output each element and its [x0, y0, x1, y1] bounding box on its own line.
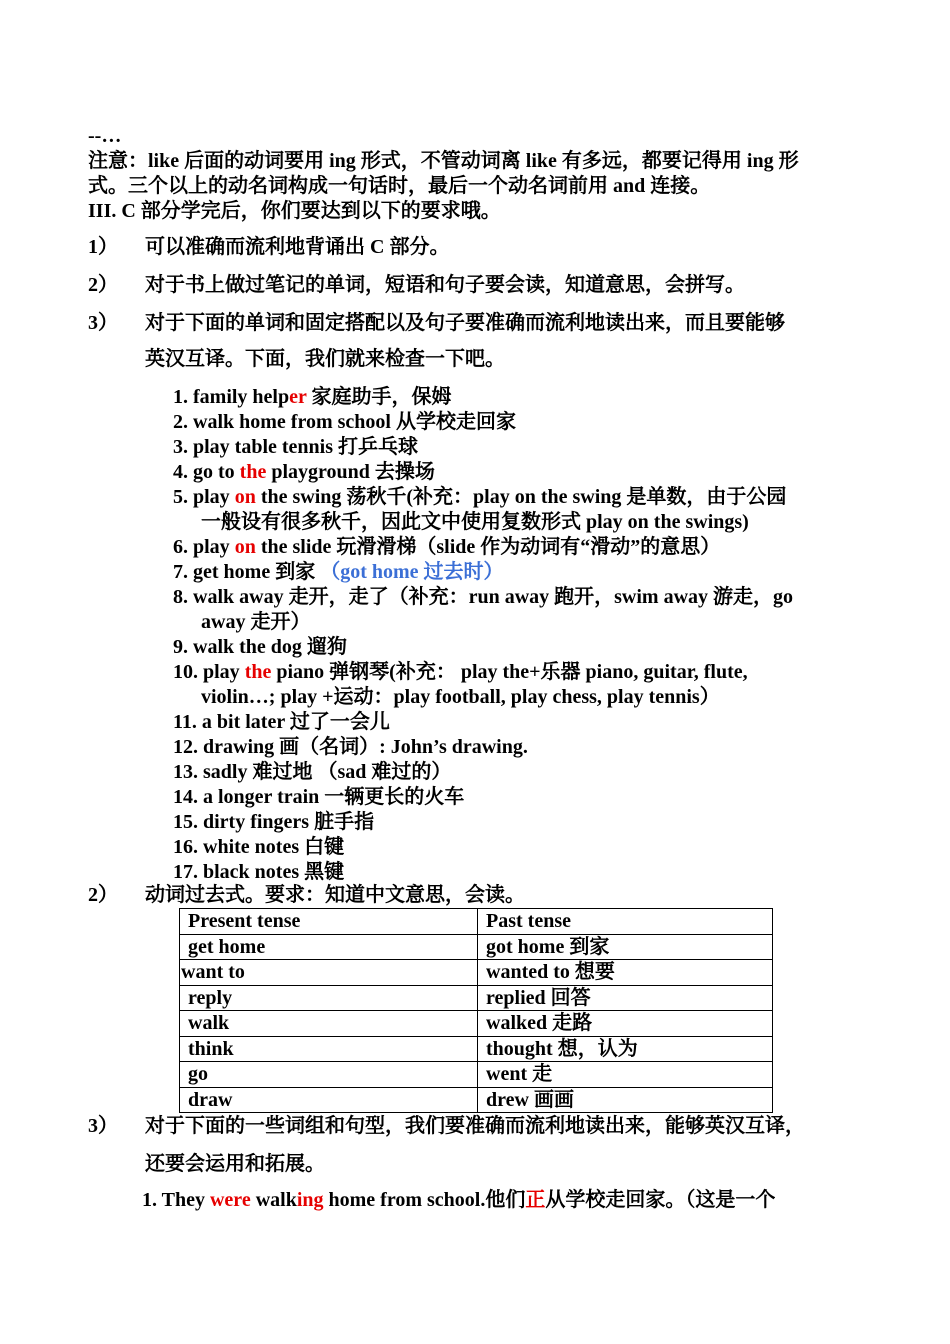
requirement-2	[88, 273, 745, 298]
list-item-5: 5. play on the swing 荡秋千(补充：play on the swing 是单数，由于公园	[173, 486, 787, 508]
requirement-number: 1）	[88, 236, 118, 258]
requirement-3-phrases	[88, 1114, 805, 1139]
list-item-10-cont: violin…; play +运动：play football, play chess, play tennis）	[201, 686, 720, 708]
table-row	[180, 1062, 773, 1088]
list-item-1: 1. family helper 家庭助手，保姆	[173, 386, 452, 408]
table-row	[180, 934, 773, 960]
table-cell: go	[180, 1062, 478, 1088]
table-header-row	[180, 909, 773, 935]
requirement-text: 动词过去式。要求：知道中文意思，会读。	[145, 884, 525, 906]
table-row	[180, 1036, 773, 1062]
requirement-text: 可以准确而流利地背诵出 C 部分。	[145, 236, 450, 258]
table-row	[180, 985, 773, 1011]
requirement-text: 对于下面的一些词组和句型，我们要准确而流利地读出来，能够英汉互译，	[145, 1115, 805, 1137]
table-cell: draw	[180, 1087, 478, 1113]
requirement-number: 3）	[88, 1115, 118, 1137]
list-item-13: 13. sadly 难过地 （sad 难过的）	[173, 761, 452, 783]
dash-line: --…	[88, 125, 122, 147]
list-item-10: 10. play the piano 弹钢琴(补充： play the+乐器 piano, guitar, flute,	[173, 661, 748, 683]
table-cell: drew 画画	[478, 1087, 773, 1113]
list-item-8-cont: away 走开）	[201, 611, 311, 633]
list-item-2: 2. walk home from school 从学校走回家	[173, 411, 516, 433]
requirement-text: 对于书上做过笔记的单词，短语和句子要会读，知道意思，会拼写。	[145, 274, 745, 296]
list-item-14: 14. a longer train 一辆更长的火车	[173, 786, 465, 808]
note-line-2: 式。三个以上的动名词构成一句话时，最后一个动名词前用 and 连接。	[88, 175, 711, 197]
requirement-3-phrases-cont: 还要会运用和拓展。	[145, 1153, 325, 1175]
list-item-3: 3. play table tennis 打乒乓球	[173, 436, 419, 458]
list-item-6: 6. play on the slide 玩滑滑梯（slide 作为动词有“滑动”的意思）	[173, 536, 721, 558]
tense-table	[179, 908, 773, 1113]
table-cell: want to	[180, 960, 478, 986]
list-item-9: 9. walk the dog 遛狗	[173, 636, 347, 658]
table-cell: walk	[180, 1011, 478, 1037]
requirement-1	[88, 235, 449, 260]
list-item-8: 8. walk away 走开，走了（补充：run away 跑开，swim away 游走，go	[173, 586, 794, 608]
table-cell: got home 到家	[478, 934, 773, 960]
table-row	[180, 960, 773, 986]
table-cell: reply	[180, 985, 478, 1011]
section-heading: III. C 部分学完后，你们要达到以下的要求哦。	[88, 200, 501, 222]
table-cell: wanted to 想要	[478, 960, 773, 986]
requirement-number: 3）	[88, 312, 118, 334]
table-header-cell: Past tense	[478, 909, 773, 935]
table-cell: replied 回答	[478, 985, 773, 1011]
table-row	[180, 1011, 773, 1037]
list-item-7: 7. get home 到家 （got home 过去时）	[173, 561, 504, 583]
list-item-12: 12. drawing 画（名词）: John’s drawing.	[173, 736, 528, 758]
table-cell: think	[180, 1036, 478, 1062]
example-sentence-1: 1. They were walking home from school.他们正从学校走回家。（这是一个	[142, 1189, 776, 1211]
table-cell: get home	[180, 934, 478, 960]
requirement-3-cont: 英汉互译。下面，我们就来检查一下吧。	[145, 348, 505, 370]
requirement-number: 2）	[88, 884, 118, 906]
table-row	[180, 1087, 773, 1113]
requirement-text: 对于下面的单词和固定搭配以及句子要准确而流利地读出来，而且要能够	[145, 312, 785, 334]
table-cell: walked 走路	[478, 1011, 773, 1037]
table-header-cell: Present tense	[180, 909, 478, 935]
list-item-5-cont: 一般设有很多秋千，因此文中使用复数形式 play on the swings)	[201, 511, 749, 533]
table-cell: thought 想，认为	[478, 1036, 773, 1062]
requirement-2-verbs	[88, 883, 525, 908]
list-item-17: 17. black notes 黑键	[173, 861, 345, 883]
list-item-15: 15. dirty fingers 脏手指	[173, 811, 375, 833]
list-item-16: 16. white notes 白键	[173, 836, 345, 858]
note-line-1: 注意：like 后面的动词要用 ing 形式，不管动词离 like 有多远，都要记得用 ing 形	[88, 150, 799, 172]
requirement-3	[88, 311, 785, 336]
list-item-4: 4. go to the playground 去操场	[173, 461, 435, 483]
table-cell: went 走	[478, 1062, 773, 1088]
requirement-number: 2）	[88, 274, 118, 296]
list-item-11: 11. a bit later 过了一会儿	[173, 711, 390, 733]
